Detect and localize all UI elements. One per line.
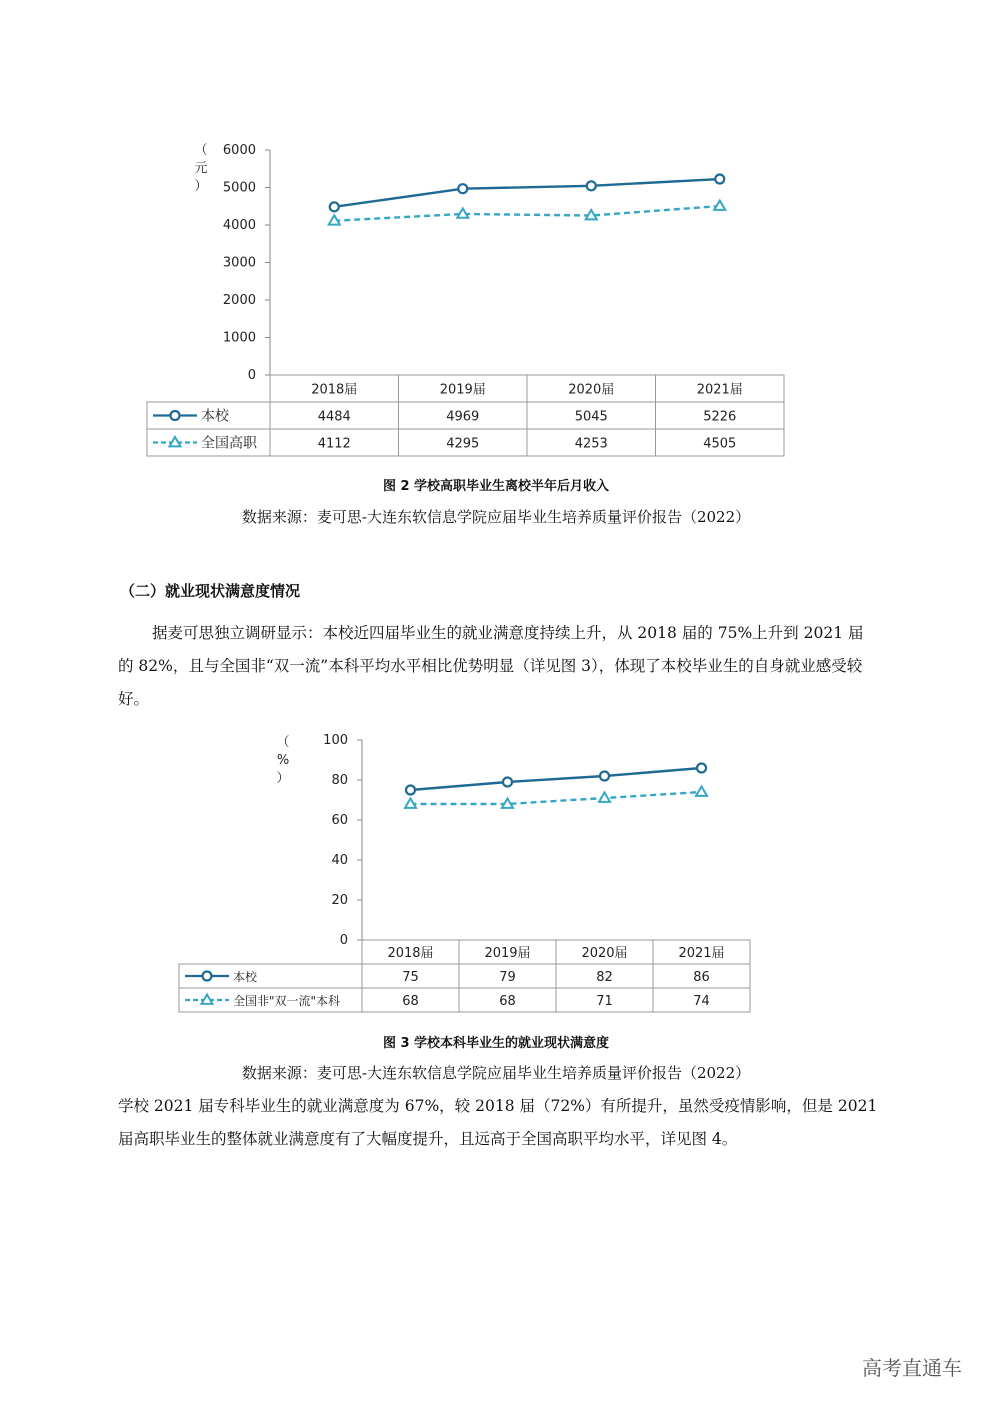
data-point xyxy=(587,181,596,190)
figure2-source: 数据来源：麦可思-大连东软信息学院应届毕业生培养质量评价报告（2022） xyxy=(241,508,751,526)
table-value: 4112 xyxy=(317,436,351,452)
x-category-label: 2019届 xyxy=(439,382,486,398)
data-point xyxy=(715,175,724,184)
data-point xyxy=(600,772,609,781)
table-value: 4484 xyxy=(317,409,351,425)
data-point xyxy=(458,184,467,193)
legend-marker xyxy=(202,995,213,1004)
paragraph-vocational: 学校 2021 届专科毕业生的就业满意度为 67%，较 2018 届（72%）有所提升，虽然受疫情影响，但是 2021 届高职毕业生的整体就业满意度有了大幅度提升，且远高于全国高职平均水平，详见图 4。 xyxy=(118,1097,878,1148)
table-value: 68 xyxy=(402,994,419,1009)
data-point xyxy=(599,793,610,802)
x-category-label: 2020届 xyxy=(581,946,628,961)
y-tick-label: 100 xyxy=(323,733,348,748)
series-line xyxy=(411,768,702,790)
table-value: 5045 xyxy=(574,409,608,425)
x-category-label: 2021届 xyxy=(678,946,725,961)
y-tick-label: 20 xyxy=(331,893,348,908)
figure3-caption: 图 3 学校本科毕业生的就业现状满意度 xyxy=(382,1036,610,1051)
legend-label: 本校 xyxy=(233,970,258,984)
data-point xyxy=(696,787,707,796)
table-value: 5226 xyxy=(703,409,737,425)
y-tick-label: 4000 xyxy=(222,218,256,233)
legend-marker xyxy=(170,437,181,446)
table-value: 4295 xyxy=(446,436,480,452)
y-tick-label: 40 xyxy=(331,853,348,868)
y-tick-label: 6000 xyxy=(222,143,256,158)
table-value: 86 xyxy=(693,970,710,985)
y-tick-label: 3000 xyxy=(222,255,256,271)
data-point xyxy=(329,215,340,224)
watermark: 高考直通车 xyxy=(862,1356,962,1380)
data-point xyxy=(697,764,706,773)
data-point xyxy=(586,210,597,219)
y-tick-label: 60 xyxy=(331,813,348,828)
table-value: 4505 xyxy=(703,436,737,452)
section-heading: （二）就业现状满意度情况 xyxy=(120,582,301,600)
legend-label: 全国高职 xyxy=(201,435,257,452)
table-value: 68 xyxy=(499,994,516,1009)
x-category-label: 2019届 xyxy=(484,946,531,961)
income-chart xyxy=(0,130,992,470)
y-tick-label: 1000 xyxy=(222,330,256,346)
y-tick-label: 2000 xyxy=(222,293,256,308)
x-category-label: 2021届 xyxy=(696,382,743,398)
table-value: 79 xyxy=(499,970,516,985)
x-category-label: 2018届 xyxy=(311,382,358,398)
legend-marker xyxy=(203,972,212,981)
table-value: 4253 xyxy=(574,436,608,452)
figure3-source: 数据来源：麦可思-大连东软信息学院应届毕业生培养质量评价报告（2022） xyxy=(241,1064,751,1082)
y-tick-label: 0 xyxy=(339,933,348,948)
series-line xyxy=(334,179,720,207)
y-tick-label: 80 xyxy=(331,773,348,788)
y-axis-label: （%） xyxy=(276,735,290,786)
table-value: 4969 xyxy=(446,409,480,425)
table-value: 71 xyxy=(596,994,613,1009)
legend-label: 本校 xyxy=(201,408,229,425)
y-tick-label: 0 xyxy=(247,368,256,383)
data-point xyxy=(503,778,512,787)
data-point xyxy=(714,201,725,210)
data-point xyxy=(330,202,339,211)
legend-label: 全国非"双一流"本科 xyxy=(233,994,341,1008)
data-point xyxy=(502,799,513,808)
data-point xyxy=(406,786,415,795)
satisfaction-chart xyxy=(0,722,992,1022)
y-axis-label: （元） xyxy=(194,143,208,194)
legend-marker xyxy=(171,411,180,420)
x-category-label: 2020届 xyxy=(568,382,615,398)
table-value: 82 xyxy=(596,970,613,985)
figure2-caption: 图 2 学校高职毕业生离校半年后月收入 xyxy=(382,479,610,494)
series-line xyxy=(334,206,720,221)
paragraph-satisfaction: 据麦可思独立调研显示：本校近四届毕业生的就业满意度持续上升，从 2018 届的 75%上升到 2021 届的 82%，且与全国非“双一流”本科平均水平相比优势明显（详见图 3），体现了本校毕业生的自身就业感受较好。 xyxy=(118,624,864,708)
x-category-label: 2018届 xyxy=(387,946,434,961)
data-point xyxy=(457,208,468,217)
table-value: 75 xyxy=(402,970,419,985)
y-tick-label: 5000 xyxy=(222,180,256,196)
series-line xyxy=(411,792,702,804)
table-value: 74 xyxy=(693,994,710,1009)
data-point xyxy=(405,799,416,808)
